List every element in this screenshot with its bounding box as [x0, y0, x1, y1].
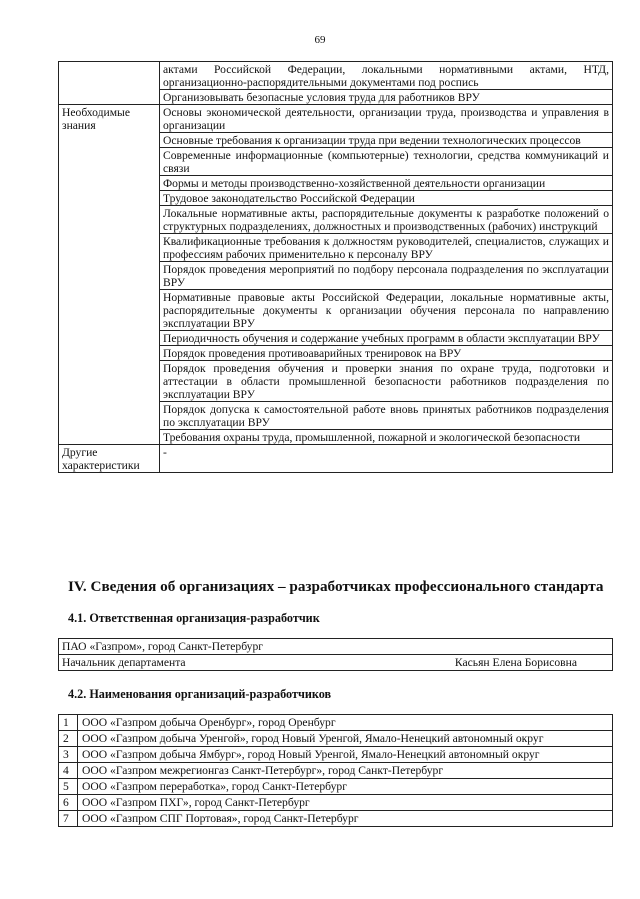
- org-name: ООО «Газпром добыча Оренбург», город Оренбург: [78, 715, 613, 731]
- table-row: [59, 639, 613, 655]
- responsible-org-name: ПАО «Газпром», город Санкт-Петербург: [59, 639, 613, 655]
- table-row: [59, 715, 613, 731]
- table-cell: актами Российской Федерации, локальными нормативными актами, НТД, организационно-распорядительными документами под роспись: [160, 62, 613, 90]
- responsible-signatory: [59, 655, 613, 671]
- table-row: [59, 731, 613, 747]
- page-number: 69: [314, 34, 326, 46]
- row-number: 4: [59, 763, 78, 779]
- org-name: ООО «Газпром СПГ Портовая», город Санкт-Петербург: [78, 811, 613, 827]
- row-number: 5: [59, 779, 78, 795]
- row-label-knowledge: Необходимые знания: [59, 105, 160, 445]
- org-name: ООО «Газпром межрегионгаз Санкт-Петербург», город Санкт-Петербург: [78, 763, 613, 779]
- table-cell: Порядок проведения противоаварийных тренировок на ВРУ: [160, 346, 613, 361]
- org-name: ООО «Газпром добыча Уренгой», город Новый Уренгой, Ямало-Ненецкий автономный округ: [78, 731, 613, 747]
- developer-orgs-table: [58, 714, 613, 827]
- row-label: [59, 62, 160, 105]
- table-cell: Квалификационные требования к должностям руководителей, специалистов, служащих и профессиям рабочих применительно к персоналу ВРУ: [160, 234, 613, 262]
- table-row: [59, 811, 613, 827]
- section-title: IV. Сведения об организациях – разработчиках профессионального стандарта: [68, 578, 604, 595]
- responsible-position: Начальник департамента: [62, 656, 186, 669]
- responsible-org-title: 4.1. Ответственная организация-разработчик: [68, 611, 320, 625]
- requirements-table: [58, 61, 613, 473]
- row-number: 7: [59, 811, 78, 827]
- org-name: ООО «Газпром переработка», город Санкт-Петербург: [78, 779, 613, 795]
- table-row: [59, 779, 613, 795]
- responsible-person-name: Касьян Елена Борисовна: [454, 656, 577, 669]
- table-cell: -: [160, 445, 613, 473]
- table-cell: Периодичность обучения и содержание учебных программ в области эксплуатации ВРУ: [160, 331, 613, 346]
- row-label-other: Другие характеристики: [59, 445, 160, 473]
- table-cell: Локальные нормативные акты, распорядительные документы к разработке положений о структурных подразделениях, должностных и производственных (рабочих) инструкций: [160, 206, 613, 234]
- table-cell: Трудовое законодательство Российской Федерации: [160, 191, 613, 206]
- table-cell: Современные информационные (компьютерные) технологии, средства коммуникаций и связи: [160, 148, 613, 176]
- table-row: [59, 655, 613, 671]
- row-number: 3: [59, 747, 78, 763]
- table-row: [59, 795, 613, 811]
- table-cell: Организовывать безопасные условия труда для работников ВРУ: [160, 90, 613, 105]
- table-cell: Основные требования к организации труда при ведении технологических процессов: [160, 133, 613, 148]
- table-cell: Требования охраны труда, промышленной, пожарной и экологической безопасности: [160, 430, 613, 445]
- row-number: 2: [59, 731, 78, 747]
- table-row: [59, 445, 613, 473]
- table-cell: Формы и методы производственно-хозяйственной деятельности организации: [160, 176, 613, 191]
- table-row: [59, 62, 613, 90]
- table-row: [59, 763, 613, 779]
- table-cell: Порядок проведения обучения и проверки знания по охране труда, подготовки и аттестации в области промышленной безопасности работников подразделения по эксплуатации ВРУ: [160, 361, 613, 402]
- table-cell: Порядок проведения мероприятий по подбору персонала подразделения по эксплуатации ВРУ: [160, 262, 613, 290]
- table-cell: Порядок допуска к самостоятельной работе вновь принятых работников подразделения по эксплуатации ВРУ: [160, 402, 613, 430]
- table-row: [59, 747, 613, 763]
- table-row: [59, 105, 613, 133]
- table-cell: Нормативные правовые акты Российской Федерации, локальные нормативные акты, распорядительные документы к организации обучения персонала по направлению эксплуатации ВРУ: [160, 290, 613, 331]
- table-cell: Основы экономической деятельности, организации труда, производства и управления в организации: [160, 105, 613, 133]
- org-name: ООО «Газпром ПХГ», город Санкт-Петербург: [78, 795, 613, 811]
- responsible-org-table: [58, 638, 613, 671]
- developer-orgs-title: 4.2. Наименования организаций-разработчиков: [68, 687, 332, 701]
- row-number: 6: [59, 795, 78, 811]
- org-name: ООО «Газпром добыча Ямбург», город Новый Уренгой, Ямало-Ненецкий автономный округ: [78, 747, 613, 763]
- row-number: 1: [59, 715, 78, 731]
